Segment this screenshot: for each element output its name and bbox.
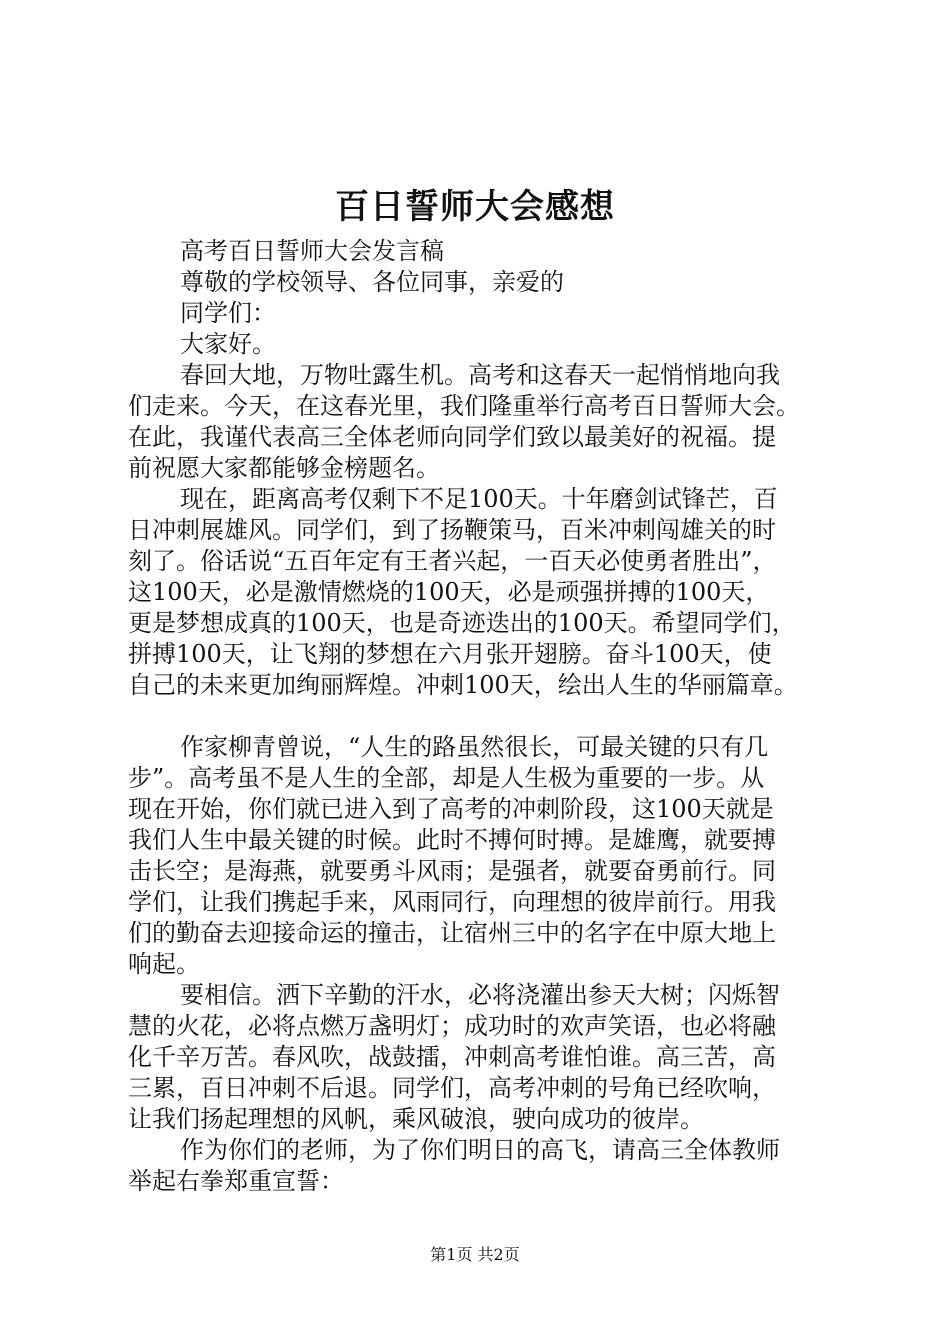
paragraph-gap xyxy=(128,701,850,732)
text-line: 慧的火花，必将点燃万盏明灯；成功时的欢声笑语，也必将融 xyxy=(128,1012,776,1040)
text-line: 作家柳青曾说，“人生的路虽然很长，可最关键的只有几 xyxy=(180,733,769,761)
text-line: 步”。高考虽不是人生的全部，却是人生极为重要的一步。从 xyxy=(128,764,765,792)
document-title: 百日誓师大会感想 xyxy=(335,187,615,227)
text-line: 刻了。俗话说“五百年定有王者兴起，一百天必使勇者胜出”， xyxy=(128,547,777,575)
text-line: 同学们： xyxy=(180,299,276,327)
text-line: 拼搏100天，让飞翔的梦想在六月张开翅膀。奋斗100天，使 xyxy=(128,640,772,668)
text-line: 化千辛万苦。春风吹，战鼓擂，冲刺高考谁怕谁。高三苦，高 xyxy=(128,1043,776,1071)
text-line: 三累，百日冲刺不后退。同学们，高考冲刺的号角已经吹响， xyxy=(128,1074,776,1102)
text-line: 自己的未来更加绚丽辉煌。冲刺100天，绘出人生的华丽篇章。 xyxy=(128,671,798,699)
text-line: 日冲刺展雄风。同学们，到了扬鞭策马，百米冲刺闯雄关的时 xyxy=(128,516,776,544)
text-line: 高考百日誓师大会发言稿 xyxy=(180,237,444,265)
text-line: 们的勤奋去迎接命运的撞击，让宿州三中的名字在中原大地上 xyxy=(128,919,776,947)
text-line: 们走来。今天，在这春光里，我们隆重举行高考百日誓师大会。 xyxy=(128,392,800,420)
text-line: 前祝愿大家都能够金榜题名。 xyxy=(128,454,440,482)
text-line: 春回大地，万物吐露生机。高考和这春天一起悄悄地向我 xyxy=(180,361,780,389)
text-line: 作为你们的老师，为了你们明日的高飞，请高三全体教师 xyxy=(180,1136,780,1164)
text-line: 我们人生中最关键的时候。此时不搏何时搏。是雄鹰，就要搏 xyxy=(128,826,776,854)
text-line: 大家好。 xyxy=(180,330,276,358)
text-line: 现在，距离高考仅剩下不足100天。十年磨剑试锋芒，百 xyxy=(180,485,778,513)
text-line: 这100天，必是激情燃烧的100天，必是顽强拼搏的100天， xyxy=(128,578,770,606)
text-line: 举起右拳郑重宣誓： xyxy=(128,1167,344,1195)
text-line: 学们，让我们携起手来，风雨同行，向理想的彼岸前行。用我 xyxy=(128,888,776,916)
text-line: 尊敬的学校领导、各位同事，亲爱的 xyxy=(180,268,564,296)
text-line: 让我们扬起理想的风帆，乘风破浪，驶向成功的彼岸。 xyxy=(128,1105,704,1133)
text-line: 响起。 xyxy=(128,950,200,978)
text-line: 在此，我谨代表高三全体老师向同学们致以最美好的祝福。提 xyxy=(128,423,776,451)
text-line: 击长空；是海燕，就要勇斗风雨；是强者，就要奋勇前行。同 xyxy=(128,857,776,885)
text-line: 要相信。洒下辛勤的汗水，必将浇灌出参天大树；闪烁智 xyxy=(180,981,780,1009)
text-line: 更是梦想成真的100天，也是奇迹迭出的100天。希望同学们， xyxy=(128,609,796,637)
page-number-footer: 第1页 共2页 xyxy=(430,1245,520,1264)
document-body xyxy=(128,236,850,1197)
text-line: 现在开始，你们就已进入到了高考的冲刺阶段，这100天就是 xyxy=(128,795,774,823)
